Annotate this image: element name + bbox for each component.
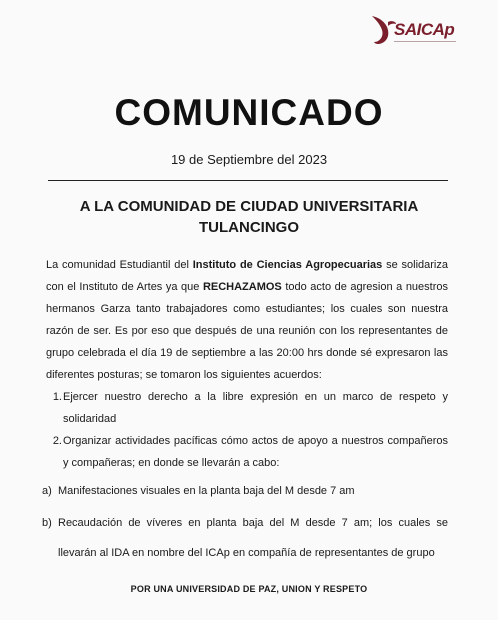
sub-list-item bbox=[42, 508, 448, 568]
sub-list-letter: a) bbox=[42, 485, 52, 497]
document-date: 19 de Septiembre del 2023 bbox=[170, 152, 328, 167]
sub-list-text: Recaudación de víveres en planta baja del M desde 7 am; los cuales se llevarán al IDA en nombre del ICAp en compañía de representantes de grupo bbox=[58, 517, 448, 559]
heading-line-2: TULANCINGO bbox=[199, 219, 299, 236]
list-number: 2. bbox=[52, 435, 62, 447]
document-body bbox=[42, 254, 449, 568]
institute-name: Instituto de Ciencias Agropecuarias bbox=[192, 259, 383, 271]
intro-paragraph bbox=[46, 254, 448, 386]
intro-text-1: La comunidad Estudiantil del bbox=[46, 259, 193, 271]
intro-text-2: se solidariza con el Instituto de Artes ya que bbox=[46, 259, 448, 293]
document-title: COMUNICADO bbox=[114, 92, 384, 133]
list-text: Ejercer nuestro derecho a la libre expresión en un marco de respeto y solidaridad bbox=[63, 391, 448, 425]
list-item bbox=[46, 430, 448, 474]
sub-list-text: Manifestaciones visuales en la planta baja del M desde 7 am bbox=[58, 485, 355, 497]
divider-line bbox=[48, 180, 448, 181]
list-text: Organizar actividades pacíficas cómo actos de apoyo a nuestros compañeros y compañeras; en donde se llevarán a cabo: bbox=[63, 435, 448, 469]
sub-list-item bbox=[42, 480, 448, 502]
intro-text-3: todo acto de agresion a nuestros hermanos Garza tanto trabajadores como estudiantes; los cuales son nuestra razón de ser. Es por eso que después de una reunión con los representantes de grupo celebrada el día 19 de septiembre a las 20:00 hrs donde sé expresaron las diferentes posturas; se tomaron los siguientes acuerdos: bbox=[46, 281, 449, 381]
logo-wordmark: SAICAp bbox=[394, 20, 455, 39]
sub-list-letter: b) bbox=[42, 517, 52, 529]
footer-slogan: POR UNA UNIVERSIDAD DE PAZ, UNION Y RESPETO bbox=[130, 584, 368, 594]
heading-line-1: A LA COMUNIDAD DE CIUDAD UNIVERSITARIA bbox=[79, 198, 419, 215]
list-item bbox=[46, 386, 448, 430]
rejection-keyword: RECHAZAMOS bbox=[202, 281, 282, 293]
saicap-logo bbox=[368, 12, 460, 48]
addressee-heading bbox=[40, 196, 458, 238]
list-number: 1. bbox=[52, 391, 62, 403]
logo-underline bbox=[394, 41, 456, 42]
